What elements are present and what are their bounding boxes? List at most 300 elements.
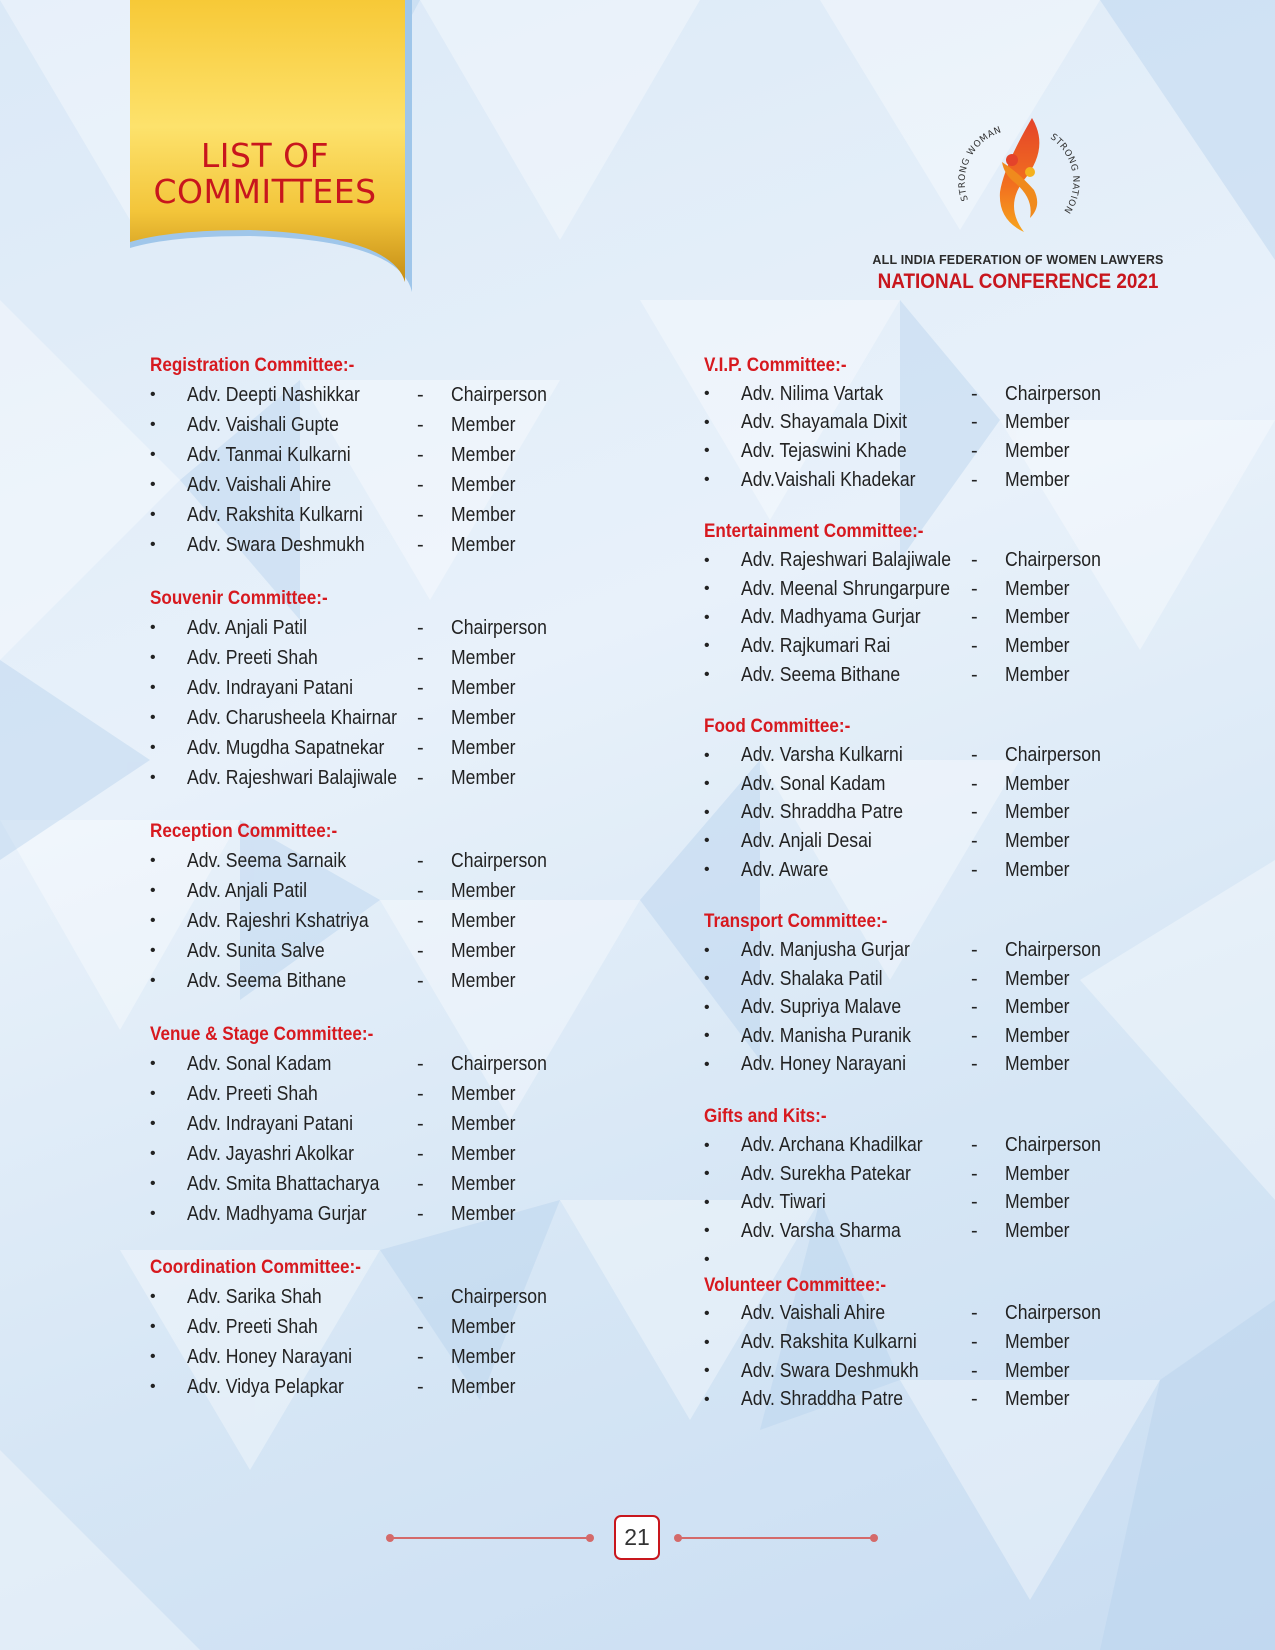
member-row [150,410,670,440]
member-name: Adv. Charusheela Khairnar [187,706,398,729]
member-role: Member [451,879,516,902]
separator-dash: - [417,1345,424,1368]
separator-dash: - [417,1142,424,1165]
member-role: Member [1005,634,1070,657]
member-row [150,530,670,560]
bullet-icon: • [704,1193,710,1211]
bullet-icon: • [150,942,156,959]
member-name: Adv. Swara Deshmukh [741,1359,919,1382]
member-role: Member [1005,577,1070,600]
member-row [704,1160,1224,1189]
member-role: Member [1005,996,1070,1019]
member-row [150,440,670,470]
right-committee-column [704,354,1224,1440]
empty-bullet-icon: • [704,1250,710,1268]
member-row [150,613,670,643]
member-name: Adv. Mugdha Sapatnekar [187,736,385,759]
bullet-icon: • [704,637,710,655]
separator-dash: - [417,533,424,556]
separator-dash: - [417,1315,424,1338]
member-name: Adv. Preeti Shah [187,646,318,669]
bullet-icon: • [150,769,156,786]
separator-dash: - [417,766,424,789]
member-role: Chairperson [1005,1134,1101,1157]
page-number: 21 [614,1515,660,1560]
member-role: Member [1005,858,1070,881]
separator-dash: - [971,939,978,962]
member-name: Adv. Shraddha Patre [741,1388,904,1411]
separator-dash: - [417,383,424,406]
bullet-icon: • [150,739,156,756]
committee-title: Gifts and Kits:- [704,1106,827,1128]
member-role: Chairperson [1005,939,1101,962]
member-name: Adv. Vaishali Ahire [741,1302,886,1325]
committee-title: Venue & Stage Committee:- [150,1024,374,1045]
member-name: Adv. Supriya Malave [741,996,902,1019]
bullet-icon: • [704,1362,710,1380]
member-role: Chairperson [451,1285,547,1308]
member-name: Adv. Rajeshri Kshatriya [187,909,369,932]
member-row [150,906,670,936]
separator-dash: - [971,1053,978,1076]
strong-woman-emblem-icon [938,110,1098,250]
separator-dash: - [417,616,424,639]
member-row [704,632,1224,661]
member-name: Adv. Rajeshwari Balajiwale [741,549,951,572]
member-role: Member [451,443,516,466]
committee-block [704,910,1224,1079]
member-name: Adv. Rakshita Kulkarni [187,503,363,526]
separator-dash: - [971,468,978,491]
member-name: Adv. Manisha Puranik [741,1024,911,1047]
title-banner [130,0,410,290]
bullet-icon: • [150,1085,156,1102]
member-name: Adv. Indrayani Patani [187,676,354,699]
member-row [704,1188,1224,1217]
page-number-footer [386,1515,886,1560]
left-inner-dot [586,1534,594,1542]
member-name: Adv. Madhyama Gurjar [741,606,921,629]
svg-text:STRONG NATION: STRONG NATION [1048,132,1081,216]
committee-title: Entertainment Committee:- [704,521,924,543]
separator-dash: - [417,706,424,729]
member-role: Member [451,1345,516,1368]
member-row [150,380,670,410]
member-role: Member [1005,1359,1070,1382]
committee-block [150,1256,670,1402]
bullet-icon: • [704,385,710,403]
separator-dash: - [971,772,978,795]
bullet-icon: • [704,608,710,626]
bullet-icon: • [150,1055,156,1072]
member-name: Adv. Deepti Nashikkar [187,383,360,406]
conference-logo [858,110,1178,300]
member-row [150,763,670,793]
member-name: Adv. Shalaka Patil [741,967,883,990]
member-row [150,1342,670,1372]
bullet-icon: • [704,861,710,879]
member-role: Member [451,646,516,669]
member-row [704,965,1224,994]
member-role: Member [451,736,516,759]
member-name: Adv. Manjusha Gurjar [741,939,910,962]
separator-dash: - [971,382,978,405]
bullet-icon: • [704,1165,710,1183]
member-role: Chairperson [1005,382,1101,405]
member-name: Adv. Meenal Shrungarpure [741,577,951,600]
bullet-icon: • [150,536,156,553]
member-row [704,856,1224,885]
member-row [704,1357,1224,1386]
member-role: Chairperson [1005,549,1101,572]
member-role: Chairperson [1005,1302,1101,1325]
committee-block [704,715,1224,884]
member-row [150,876,670,906]
member-row [150,966,670,996]
member-role: Member [1005,1162,1070,1185]
member-role: Member [1005,801,1070,824]
bullet-icon: • [704,832,710,850]
bullet-icon: • [704,775,710,793]
member-name: Adv. Shraddha Patre [741,801,904,824]
member-role: Member [451,676,516,699]
bullet-icon: • [150,386,156,403]
member-name: Adv. Seema Bithane [741,663,901,686]
member-role: Member [451,413,516,436]
member-role: Member [1005,468,1070,491]
member-role: Member [451,1172,516,1195]
member-role: Member [451,706,516,729]
member-name: Adv. Varsha Sharma [741,1219,901,1242]
member-name: Adv. Preeti Shah [187,1082,318,1105]
bullet-icon: • [150,1318,156,1335]
separator-dash: - [417,1052,424,1075]
member-role: Chairperson [1005,744,1101,767]
bullet-icon: • [150,972,156,989]
member-role: Chairperson [451,1052,547,1075]
member-row [150,1169,670,1199]
member-name: Adv. Nilima Vartak [741,382,884,405]
committee-title: V.I.P. Committee:- [704,355,847,376]
committee-block [150,820,670,996]
member-name: Adv. Smita Bhattacharya [187,1172,380,1195]
member-row [704,994,1224,1023]
bullet-icon: • [704,998,710,1016]
member-role: Member [451,1112,516,1135]
member-name: Adv. Sunita Salve [187,939,325,962]
bullet-icon: • [704,551,710,569]
member-row [704,661,1224,690]
bullet-icon: • [150,416,156,433]
bullet-icon: • [704,1333,710,1351]
separator-dash: - [417,849,424,872]
bullet-icon: • [704,941,710,959]
member-row [704,1022,1224,1051]
separator-dash: - [417,1202,424,1225]
member-name: Adv. Preeti Shah [187,1315,318,1338]
bullet-icon: • [150,912,156,929]
separator-dash: - [971,996,978,1019]
committee-block [704,1274,1224,1414]
member-row [150,1282,670,1312]
member-name: Adv. Sonal Kadam [741,772,886,795]
bullet-icon: • [150,1205,156,1222]
separator-dash: - [971,829,978,852]
right-dot-ornament [870,1534,878,1542]
separator-dash: - [417,939,424,962]
member-role: Member [1005,411,1070,434]
member-name: Adv. Jayashri Akolkar [187,1142,354,1165]
member-role: Member [1005,663,1070,686]
separator-dash: - [971,1388,978,1411]
member-row [704,1300,1224,1329]
bullet-icon: • [150,1115,156,1132]
member-row [704,546,1224,575]
member-row [704,1385,1224,1414]
organization-name: ALL INDIA FEDERATION OF WOMEN LAWYERS [872,253,1164,267]
committee-title: Souvenir Committee:- [150,588,328,609]
bullet-icon: • [150,709,156,726]
separator-dash: - [971,549,978,572]
committee-title: Transport Committee:- [704,911,888,933]
member-role: Member [1005,439,1070,462]
member-role: Member [1005,772,1070,795]
committee-block [150,587,670,793]
bullet-icon: • [704,1136,710,1154]
separator-dash: - [417,413,424,436]
member-row [704,1051,1224,1080]
member-name: Adv. Varsha Kulkarni [741,744,903,767]
separator-dash: - [971,411,978,434]
title-line-2: COMMITTEES [153,172,377,211]
separator-dash: - [971,1219,978,1242]
member-role: Member [451,766,516,789]
bullet-icon: • [150,1348,156,1365]
bullet-icon: • [704,471,710,489]
bullet-icon: • [150,1145,156,1162]
member-name: Adv. Sonal Kadam [187,1052,332,1075]
member-row [150,1049,670,1079]
separator-dash: - [417,473,424,496]
conference-name: NATIONAL CONFERENCE 2021 [877,270,1159,293]
member-name: Adv. Vaishali Gupte [187,413,339,436]
separator-dash: - [971,1302,978,1325]
committee-block [150,1023,670,1229]
svg-text:STRONG WOMAN: STRONG WOMAN [957,125,1004,203]
member-role: Member [451,1202,516,1225]
separator-dash: - [417,1285,424,1308]
separator-dash: - [417,1172,424,1195]
member-name: Adv. Rajkumari Rai [741,634,891,657]
member-name: Adv. Surekha Patekar [741,1162,911,1185]
member-role: Member [451,909,516,932]
bullet-icon: • [150,446,156,463]
separator-dash: - [417,736,424,759]
separator-dash: - [971,801,978,824]
member-row [704,741,1224,770]
bullet-icon: • [150,1378,156,1395]
member-row [704,827,1224,856]
member-name: Adv. Archana Khadilkar [741,1134,923,1157]
member-row [150,673,670,703]
member-row [150,1312,670,1342]
separator-dash: - [971,1191,978,1214]
committee-title: Volunteer Committee:- [704,1274,887,1296]
separator-dash: - [971,1134,978,1157]
member-name: Adv. Vaishali Ahire [187,473,332,496]
member-role: Member [1005,829,1070,852]
separator-dash: - [971,577,978,600]
left-divider-line [390,1537,590,1539]
member-role: Member [451,533,516,556]
member-name: Adv. Rajeshwari Balajiwale [187,766,397,789]
separator-dash: - [417,503,424,526]
member-row [704,1131,1224,1160]
bullet-icon: • [150,619,156,636]
bullet-icon: • [704,413,710,431]
member-row [704,380,1224,409]
member-name: Adv. Tiwari [741,1191,826,1214]
bullet-icon: • [704,1222,710,1240]
member-row [150,703,670,733]
member-name: Adv. Madhyama Gurjar [187,1202,367,1225]
member-row [704,1328,1224,1357]
member-name: Adv. Seema Sarnaik [187,849,347,872]
bullet-icon: • [150,852,156,869]
separator-dash: - [417,676,424,699]
member-name: Adv. Tejaswini Khade [741,439,907,462]
separator-dash: - [417,443,424,466]
separator-dash: - [971,634,978,657]
member-role: Chairperson [451,849,547,872]
member-row [150,1079,670,1109]
member-name: Adv. Anjali Patil [187,616,308,639]
member-role: Member [451,969,516,992]
member-row [150,1109,670,1139]
committee-title: Coordination Committee:- [150,1257,361,1278]
bullet-icon: • [704,1304,710,1322]
committee-block [704,1105,1224,1273]
member-row [704,575,1224,604]
member-row [704,799,1224,828]
member-row [150,733,670,763]
member-name: Adv. Indrayani Patani [187,1112,354,1135]
member-role: Member [1005,1024,1070,1047]
separator-dash: - [971,439,978,462]
separator-dash: - [971,606,978,629]
member-name: Adv. Shayamala Dixit [741,411,907,434]
committee-title: Reception Committee:- [150,821,338,842]
member-name: Adv. Swara Deshmukh [187,533,365,556]
member-role: Member [451,1142,516,1165]
committee-block [150,354,670,560]
member-name: Adv. Seema Bithane [187,969,347,992]
member-row [704,770,1224,799]
member-row [704,936,1224,965]
member-row [150,500,670,530]
member-row [704,409,1224,438]
bullet-icon: • [704,1390,710,1408]
committee-title: Food Committee:- [704,716,851,738]
separator-dash: - [971,744,978,767]
left-committee-column [150,354,670,1429]
member-row [704,604,1224,633]
member-name: Adv.Vaishali Khadekar [741,468,916,491]
bullet-icon: • [704,1055,710,1073]
separator-dash: - [417,879,424,902]
bullet-icon: • [150,1175,156,1192]
bullet-icon: • [704,580,710,598]
member-name: Adv. Anjali Patil [187,879,308,902]
bullet-icon: • [704,442,710,460]
member-role: Member [451,1082,516,1105]
separator-dash: - [417,1082,424,1105]
bullet-icon: • [704,666,710,684]
bullet-icon: • [150,506,156,523]
member-row [150,470,670,500]
bullet-icon: • [704,803,710,821]
separator-dash: - [971,1024,978,1047]
member-name: Adv. Tanmai Kulkarni [187,443,351,466]
separator-dash: - [971,967,978,990]
right-divider-line [678,1537,874,1539]
bullet-icon: • [704,1027,710,1045]
member-role: Member [451,503,516,526]
member-role: Member [451,1375,516,1398]
member-role: Member [1005,1388,1070,1411]
member-role: Member [451,1315,516,1338]
member-role: Member [1005,1219,1070,1242]
title-line-1: LIST OF [200,136,330,175]
member-name: Adv. Sarika Shah [187,1285,322,1308]
member-row [150,1372,670,1402]
member-role: Member [451,473,516,496]
member-row [150,643,670,673]
separator-dash: - [417,909,424,932]
bullet-icon: • [150,882,156,899]
bullet-icon: • [150,649,156,666]
member-row [704,1217,1224,1246]
member-role: Member [1005,967,1070,990]
separator-dash: - [417,969,424,992]
member-name: Adv. Aware [741,858,829,881]
bullet-icon: • [150,1288,156,1305]
member-role: Member [1005,1191,1070,1214]
member-role: Chairperson [451,616,547,639]
separator-dash: - [417,646,424,669]
separator-dash: - [417,1375,424,1398]
committee-block [704,354,1224,494]
committee-title: Registration Committee:- [150,355,355,376]
member-name: Adv. Rakshita Kulkarni [741,1331,917,1354]
separator-dash: - [971,1162,978,1185]
member-row [150,1139,670,1169]
bullet-icon: • [704,746,710,764]
separator-dash: - [971,858,978,881]
member-role: Member [1005,1053,1070,1076]
bullet-icon: • [150,679,156,696]
member-role: Member [451,939,516,962]
member-row [150,846,670,876]
member-name: Adv. Honey Narayani [187,1345,352,1368]
page-title [130,138,400,210]
bullet-icon: • [704,970,710,988]
member-role: Member [1005,606,1070,629]
member-row [704,466,1224,495]
member-role: Member [1005,1331,1070,1354]
member-row [150,936,670,966]
member-row [704,437,1224,466]
